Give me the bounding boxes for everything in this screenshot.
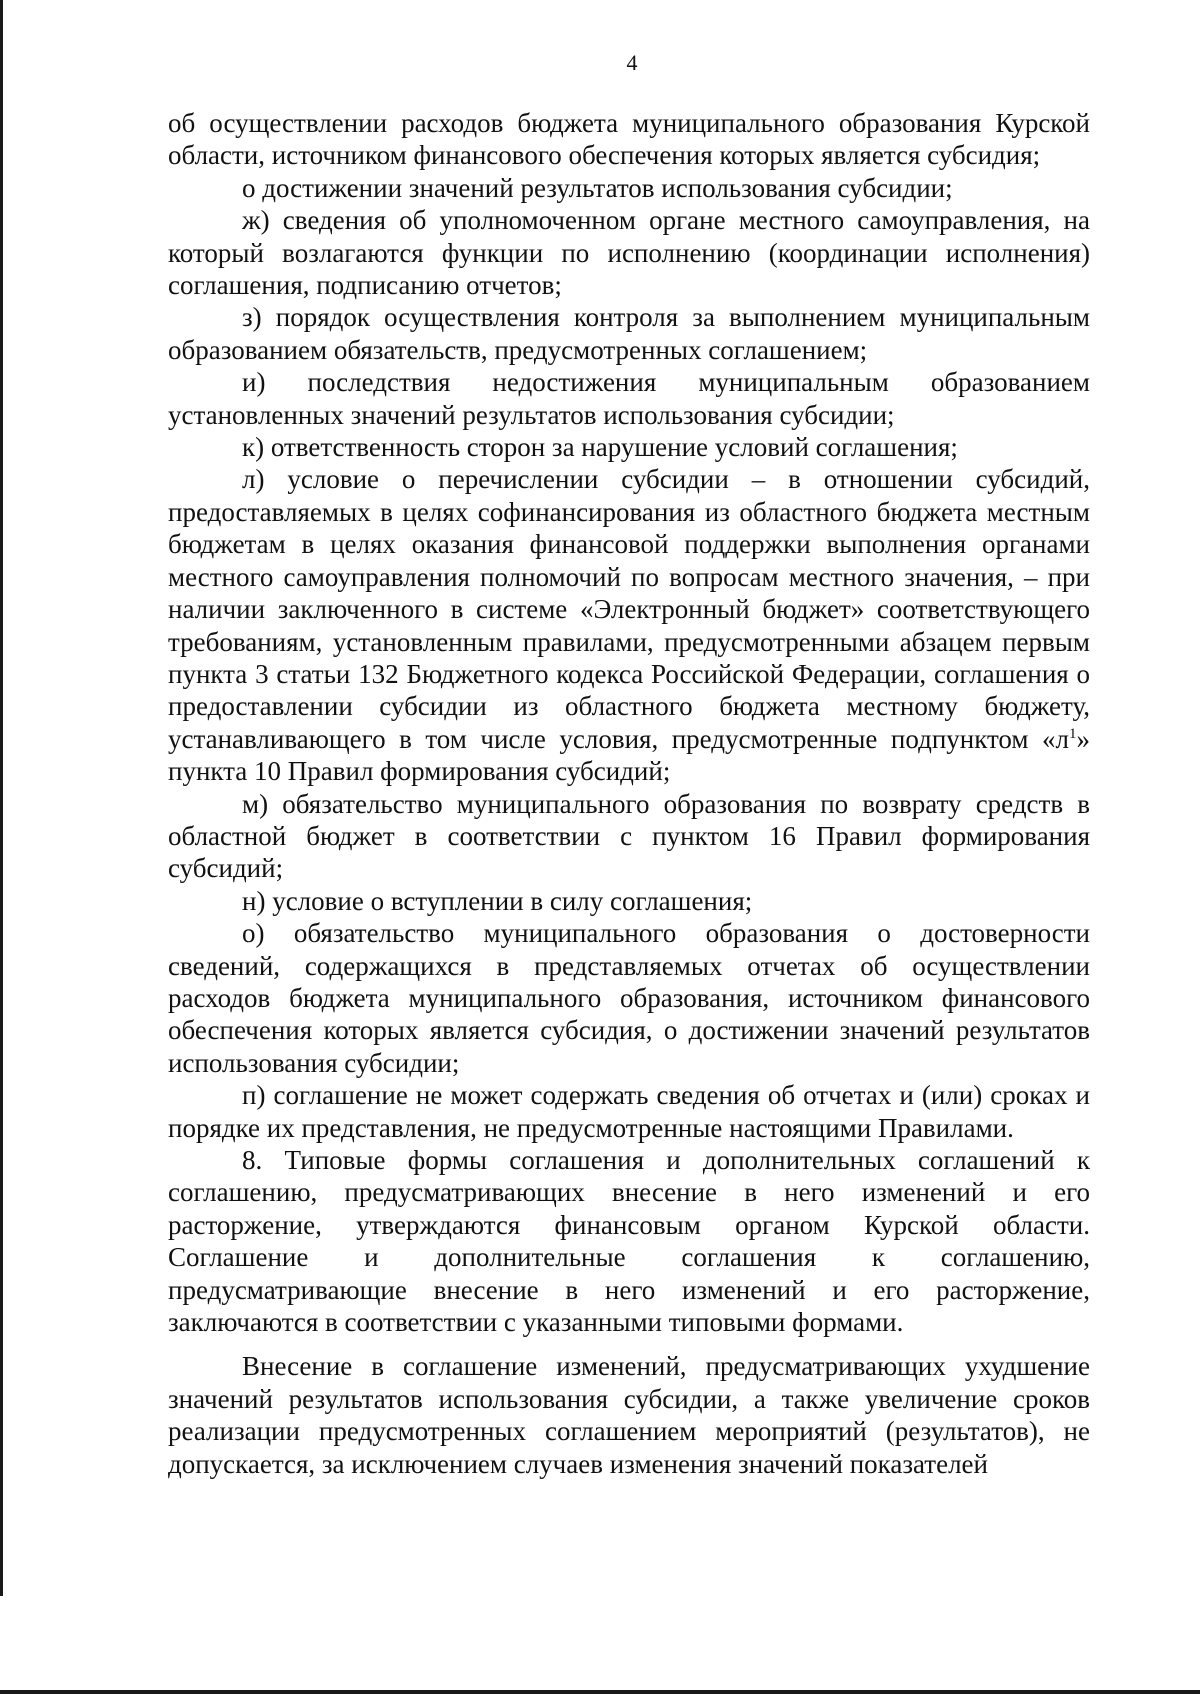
paragraph-item-l-tail: » пункта 10 Правил формирования субсидий; bbox=[168, 723, 1090, 787]
scan-edge-left bbox=[0, 0, 3, 1596]
paragraph-section-8: 8. Типовые формы соглашения и дополнительных соглашений к соглашению, предусматривающих внесение в него изменений и его расторжение, утверждаются финансовым органом Курской области. Соглашение и дополнительные соглашения к соглашению, предусматривающие внесение в него изменений и его расторжение, заключаются в соответствии с указанными типовыми формами. bbox=[168, 1145, 1090, 1338]
body-text bbox=[168, 107, 1090, 1480]
paragraph-item-l bbox=[168, 463, 1090, 787]
paragraph-amendments: Внесение в соглашение изменений, предусматривающих ухудшение значений результатов использования субсидии, а также увеличение сроков реализации предусмотренных соглашением мероприятий (результатов), не допускается, за исключением случаев изменения значений показателей bbox=[168, 1351, 1090, 1479]
paragraph-item-m: м) обязательство муниципального образования по возврату средств в областной бюджет в соответствии с пунктом 16 Правил формирования субсидий; bbox=[168, 788, 1090, 884]
paragraph-item-n: н) условие о вступлении в силу соглашения; bbox=[242, 885, 753, 916]
paragraph-item-l-text: л) условие о перечислении субсидии – в отношении субсидий, предоставляемых в целях софинансирования из областного бюджета местным бюджетам в целях оказания финансовой поддержки выполнения органами местного самоуправления полномочий по вопросам местного значения, – при наличии заключенного в системе «Электронный бюджет» соответствующего требованиям, установленным правилами, предусмотренными абзацем первым пункта 3 статьи 132 Бюджетного кодекса Российской Федерации, соглашения о предоставлении субсидии из областного бюджета местному бюджету, устанавливающего в том числе условия, предусмотренные подпунктом «л bbox=[168, 464, 1090, 754]
page-number: 4 bbox=[626, 50, 638, 75]
paragraph-item-o: о) обязательство муниципального образования о достоверности сведений, содержащихся в представляемых отчетах об осуществлении расходов бюджета муниципального образования, источником финансового обеспечения которых является субсидия, о достижении значений результатов использования субсидии; bbox=[168, 918, 1090, 1078]
paragraph-item-k: к) ответственность сторон за нарушение условий соглашения; bbox=[242, 432, 958, 463]
paragraph-intro-continuation: об осуществлении расходов бюджета муниципального образования Курской области, источником финансового обеспечения которых является субсидия; bbox=[168, 108, 1090, 171]
paragraph-item-p: п) соглашение не может содержать сведения об отчетах и (или) сроках и порядке их представления, не предусмотренные настоящими Правилами. bbox=[168, 1080, 1090, 1143]
superscript-one: 1 bbox=[1069, 725, 1077, 742]
paragraph-results-achievement: о достижении значений результатов использования субсидии; bbox=[242, 172, 953, 203]
scan-edge-bottom bbox=[0, 1690, 1200, 1694]
paragraph-item-zh: ж) сведения об уполномоченном органе местного самоуправления, на который возлагаются функции по исполнению (координации исполнения) соглашения, подписанию отчетов; bbox=[168, 205, 1090, 301]
paragraph-item-i: и) последствия недостижения муниципальным образованием установленных значений результатов использования субсидии; bbox=[168, 367, 1090, 430]
paragraph-item-z: з) порядок осуществления контроля за выполнением муниципальным образованием обязательств, предусмотренных соглашением; bbox=[168, 302, 1090, 365]
